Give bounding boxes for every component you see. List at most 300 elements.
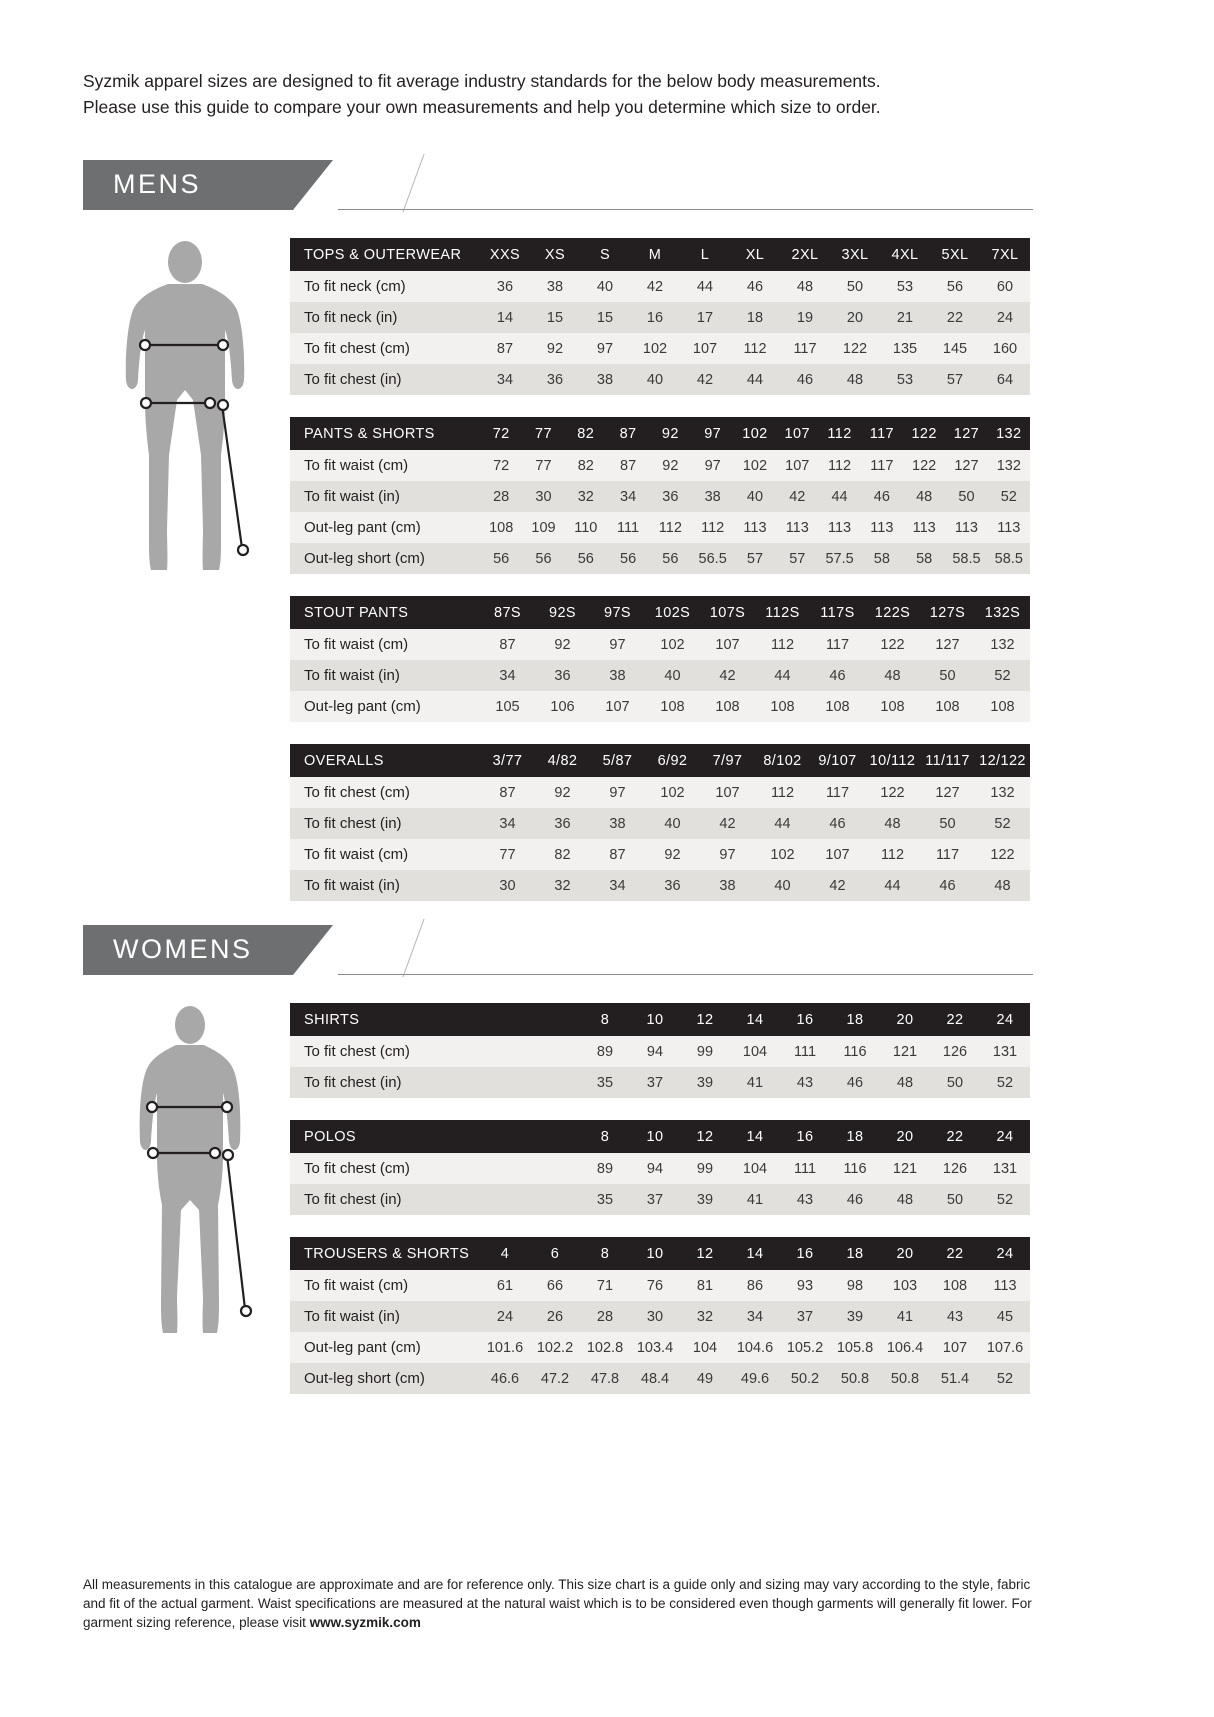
measurement-value: 97	[596, 340, 614, 357]
measurement-value: 53	[896, 371, 914, 388]
size-header: 127	[945, 417, 987, 450]
size-header: 107	[776, 417, 818, 450]
measurement-value: 112	[827, 457, 852, 474]
measurement-value: 50	[958, 488, 975, 505]
measurement-label: To fit neck (in)	[304, 309, 398, 326]
measurement-value: 110	[574, 519, 598, 536]
table-row	[290, 1270, 1030, 1301]
measurement-label: Out-leg short (cm)	[304, 550, 425, 567]
measurement-value: 87	[496, 340, 514, 357]
measurement-value: 57	[946, 371, 964, 388]
measurement-value	[480, 1184, 530, 1215]
measurement-value: 113	[785, 519, 809, 536]
measurement-value: 61	[496, 1277, 514, 1294]
measurement-value: 122	[880, 784, 905, 801]
measurement-value: 56	[662, 550, 679, 567]
size-table	[290, 1120, 1030, 1215]
measurement-value: 108	[880, 698, 905, 715]
measurement-value: 46	[746, 278, 764, 295]
measurement-value: 82	[577, 457, 594, 474]
measurement-value: 108	[935, 698, 960, 715]
measurement-value: 107	[825, 846, 850, 863]
measurement-value: 122	[880, 636, 905, 653]
measurement-value: 81	[696, 1277, 714, 1294]
size-header: 6/92	[645, 744, 700, 777]
banner-arrow	[293, 160, 333, 210]
table-row	[290, 660, 1030, 691]
table-row	[290, 839, 1030, 870]
measurement-value: 53	[896, 278, 914, 295]
measurement-value: 102	[660, 636, 685, 653]
footer-link[interactable]: www.syzmik.com	[309, 1615, 421, 1630]
measurement-value: 34	[746, 1308, 764, 1325]
table-row	[290, 271, 1030, 302]
measurement-value: 111	[617, 519, 640, 536]
measurement-value: 38	[704, 488, 721, 505]
section-banner-mens	[83, 160, 1033, 222]
measurement-value: 41	[896, 1308, 914, 1325]
size-header: 22	[930, 1003, 980, 1036]
measurement-value: 48	[796, 278, 814, 295]
measurement-value: 111	[793, 1160, 817, 1177]
measurement-value: 117	[935, 846, 960, 863]
measurement-value: 60	[996, 278, 1014, 295]
size-header: M	[630, 238, 680, 271]
measurement-value: 30	[499, 877, 516, 894]
measurement-value: 97	[719, 846, 736, 863]
measurement-value: 56	[535, 550, 552, 567]
size-header: 22	[930, 1237, 980, 1270]
measurement-value: 71	[596, 1277, 614, 1294]
banner-slash	[402, 154, 424, 213]
measurement-value: 102	[742, 457, 768, 474]
measurement-value: 56	[493, 550, 510, 567]
measurement-value: 56	[946, 278, 964, 295]
measurement-value: 117	[825, 636, 850, 653]
measurement-value: 26	[546, 1308, 564, 1325]
measurement-label: Out-leg pant (cm)	[304, 1339, 421, 1356]
measurement-value: 108	[825, 698, 850, 715]
measurement-value: 48.4	[640, 1370, 670, 1387]
size-header: 8	[580, 1003, 630, 1036]
table-row	[290, 1153, 1030, 1184]
measurement-value: 76	[646, 1277, 664, 1294]
measurement-value: 46	[939, 877, 956, 894]
size-header: 112S	[755, 596, 810, 629]
measurement-value: 57	[789, 550, 806, 567]
measurement-value: 101.6	[486, 1339, 524, 1356]
measurement-value: 113	[954, 519, 978, 536]
measurement-value: 132	[996, 457, 1021, 474]
table-row	[290, 364, 1030, 395]
size-header: 82	[565, 417, 607, 450]
measurement-value: 36	[496, 278, 514, 295]
measurement-value: 32	[696, 1308, 714, 1325]
size-header: 16	[780, 1237, 830, 1270]
measurement-value: 86	[746, 1277, 764, 1294]
size-header: 122S	[865, 596, 920, 629]
measurement-value: 107	[605, 698, 630, 715]
mens-figure	[105, 240, 265, 580]
measurement-value: 58	[916, 550, 933, 567]
size-header: 72	[480, 417, 522, 450]
measurement-value: 72	[493, 457, 510, 474]
measurement-value: 58.5	[952, 550, 981, 567]
size-header	[480, 1003, 530, 1036]
measurement-label: To fit chest (cm)	[304, 340, 410, 357]
size-header: XXS	[480, 238, 530, 271]
measurement-value: 43	[796, 1191, 814, 1208]
measurement-value: 42	[719, 667, 736, 684]
size-table	[290, 1003, 1030, 1098]
measurement-value: 87	[620, 457, 637, 474]
size-header: 3/77	[480, 744, 535, 777]
measurement-value: 51.4	[940, 1370, 970, 1387]
measurement-label: To fit chest (in)	[304, 1074, 402, 1091]
measurement-value: 99	[696, 1160, 714, 1177]
measurement-value: 103.4	[636, 1339, 674, 1356]
measurement-value: 104.6	[736, 1339, 774, 1356]
measurement-value: 38	[546, 278, 564, 295]
banner-title-mens: MENS	[113, 169, 202, 199]
measurement-value: 46	[829, 667, 846, 684]
measurement-value: 97	[704, 457, 721, 474]
measurement-value: 40	[664, 815, 681, 832]
measurement-value: 18	[746, 309, 764, 326]
measurement-value: 107	[715, 636, 740, 653]
measurement-value: 104	[742, 1160, 768, 1177]
measurement-value: 89	[596, 1043, 614, 1060]
measurement-value: 44	[774, 815, 791, 832]
measurement-value: 38	[609, 815, 626, 832]
measurement-value: 160	[992, 340, 1018, 357]
measurement-label: Out-leg pant (cm)	[304, 698, 421, 715]
size-header: S	[580, 238, 630, 271]
table-row	[290, 302, 1030, 333]
measurement-value: 40	[664, 667, 681, 684]
measurement-value: 108	[489, 519, 514, 536]
measurement-value: 49	[696, 1370, 714, 1387]
measurement-value: 77	[535, 457, 552, 474]
table-row	[290, 691, 1030, 722]
size-header: 14	[730, 1003, 780, 1036]
measurement-value: 42	[646, 278, 664, 295]
measurement-label: To fit chest (in)	[304, 371, 402, 388]
size-header: L	[680, 238, 730, 271]
measurement-value: 112	[743, 340, 767, 357]
measurement-label: To fit chest (in)	[304, 1191, 402, 1208]
measurement-value: 41	[746, 1191, 764, 1208]
measurement-label: To fit chest (cm)	[304, 1043, 410, 1060]
measurement-value: 43	[946, 1308, 964, 1325]
measurement-value: 105.8	[836, 1339, 874, 1356]
measurement-label: Out-leg pant (cm)	[304, 519, 421, 536]
measurement-value: 92	[546, 340, 564, 357]
measurement-value: 37	[646, 1074, 664, 1091]
measurement-label: To fit waist (cm)	[304, 636, 409, 653]
table-row	[290, 808, 1030, 839]
banner-rule	[338, 974, 1033, 975]
measurement-value: 42	[696, 371, 714, 388]
size-header: 20	[880, 1120, 930, 1153]
measurement-value: 103	[892, 1277, 918, 1294]
measurement-value: 104	[742, 1043, 768, 1060]
measurement-value: 127	[935, 636, 960, 653]
measurement-label: To fit waist (cm)	[304, 846, 409, 863]
measurement-value: 45	[996, 1308, 1014, 1325]
measurement-value: 50	[946, 1191, 964, 1208]
measurement-value: 108	[715, 698, 740, 715]
measurement-value: 52	[996, 1074, 1014, 1091]
size-header: 18	[830, 1120, 880, 1153]
measurement-value: 108	[990, 698, 1015, 715]
measurement-value: 122	[842, 340, 868, 357]
size-header: 8	[580, 1120, 630, 1153]
measurement-value: 44	[831, 488, 848, 505]
measurement-value: 48	[896, 1191, 914, 1208]
measurement-value: 112	[701, 519, 725, 536]
measurement-value: 98	[846, 1277, 864, 1294]
measurement-value: 35	[596, 1191, 614, 1208]
measurement-value: 30	[535, 488, 552, 505]
measurement-value: 36	[662, 488, 679, 505]
size-header: 87	[607, 417, 649, 450]
measurement-value: 107	[785, 457, 810, 474]
measurement-value: 48	[846, 371, 864, 388]
measurement-value: 127	[935, 784, 960, 801]
size-header: 87S	[480, 596, 535, 629]
size-header: 4	[480, 1237, 530, 1270]
size-header: 18	[830, 1237, 880, 1270]
measurement-label: To fit waist (in)	[304, 488, 400, 505]
measurement-label: To fit waist (cm)	[304, 457, 409, 474]
footer-text: All measurements in this catalogue are approximate and are for reference only. This size chart is a guide only and sizing may vary according to the style, fabric and fit of the actual garment. Waist specifications are measured at the natural waist which is to be considered even though garments will generally fit lower. For garment sizing reference, please visit	[83, 1577, 1032, 1630]
size-header: 16	[780, 1003, 830, 1036]
table-row	[290, 629, 1030, 660]
intro-line-2: Please use this guide to compare your own measurements and help you determine which size to order.	[83, 97, 881, 117]
measurement-value: 99	[696, 1043, 714, 1060]
mens-tables	[290, 238, 1030, 923]
size-header: 97S	[590, 596, 645, 629]
measurement-value: 39	[696, 1191, 714, 1208]
measurement-value: 92	[554, 784, 571, 801]
measurement-value: 92	[664, 846, 681, 863]
measurement-value: 48	[884, 815, 901, 832]
measurement-value: 36	[546, 371, 564, 388]
measurement-value: 113	[827, 519, 852, 536]
measurement-value: 87	[499, 636, 516, 653]
measurement-value	[530, 1184, 580, 1215]
measurement-value: 121	[892, 1160, 918, 1177]
size-header: 117	[861, 417, 903, 450]
measurement-value: 94	[646, 1043, 664, 1060]
banner-rule	[338, 209, 1033, 210]
table-row	[290, 1301, 1030, 1332]
measurement-value: 106	[550, 698, 575, 715]
measurement-value: 38	[719, 877, 736, 894]
size-header: 22	[930, 1120, 980, 1153]
measurement-value: 40	[646, 371, 664, 388]
table-title: TROUSERS & SHORTS	[290, 1237, 480, 1270]
measurement-value: 108	[660, 698, 685, 715]
measurement-value: 37	[796, 1308, 814, 1325]
table-row	[290, 512, 1030, 543]
measurement-value: 107	[942, 1339, 968, 1356]
size-header: 10	[630, 1003, 680, 1036]
measurement-value: 132	[990, 636, 1015, 653]
measurement-value: 56.5	[698, 550, 727, 567]
measurement-value: 16	[646, 309, 664, 326]
measurement-value: 24	[496, 1308, 514, 1325]
measurement-value: 48	[884, 667, 901, 684]
size-header: 5/87	[590, 744, 645, 777]
measurement-value: 102.2	[536, 1339, 574, 1356]
measurement-label: To fit waist (cm)	[304, 1277, 409, 1294]
measurement-value: 39	[846, 1308, 864, 1325]
measurement-value: 94	[646, 1160, 664, 1177]
size-header: 4XL	[880, 238, 930, 271]
measurement-value: 113	[912, 519, 936, 536]
size-header: 7/97	[700, 744, 755, 777]
table-row	[290, 1036, 1030, 1067]
banner-slash	[402, 919, 424, 978]
measurement-value: 58	[873, 550, 890, 567]
measurement-value: 104	[692, 1339, 718, 1356]
size-header: 4/82	[535, 744, 590, 777]
measurement-value: 48	[916, 488, 933, 505]
measurement-label: To fit chest (cm)	[304, 784, 410, 801]
measurement-value: 50.2	[790, 1370, 820, 1387]
measurement-value: 38	[609, 667, 626, 684]
measurement-value: 34	[620, 488, 637, 505]
size-header	[480, 1120, 530, 1153]
measurement-value: 77	[499, 846, 516, 863]
measurement-value: 106.4	[886, 1339, 924, 1356]
size-header: 8/102	[755, 744, 810, 777]
measurement-value: 30	[646, 1308, 664, 1325]
measurement-value: 57.5	[825, 550, 854, 567]
table-title: SHIRTS	[290, 1003, 480, 1036]
measurement-value: 46.6	[490, 1370, 520, 1387]
table-title: TOPS & OUTERWEAR	[290, 238, 480, 271]
measurement-value: 50	[939, 667, 956, 684]
measurement-value: 44	[774, 667, 791, 684]
measurement-value: 32	[577, 488, 594, 505]
measurement-value	[530, 1036, 580, 1067]
measurement-value	[480, 1067, 530, 1098]
size-header: 77	[522, 417, 564, 450]
size-header: 112	[818, 417, 860, 450]
measurement-value: 48	[994, 877, 1011, 894]
measurement-value: 44	[884, 877, 901, 894]
measurement-label: To fit neck (cm)	[304, 278, 406, 295]
size-header: 92S	[535, 596, 590, 629]
measurement-value: 105.2	[786, 1339, 824, 1356]
table-title: PANTS & SHORTS	[290, 417, 480, 450]
table-row	[290, 333, 1030, 364]
section-banner-womens	[83, 925, 1033, 987]
measurement-value: 122	[990, 846, 1015, 863]
measurement-value: 89	[596, 1160, 614, 1177]
measurement-value: 47.2	[540, 1370, 570, 1387]
measurement-value: 49.6	[740, 1370, 770, 1387]
measurement-value: 109	[531, 519, 556, 536]
womens-tables	[290, 1003, 1030, 1416]
size-header: 3XL	[830, 238, 880, 271]
size-header	[530, 1003, 580, 1036]
measurement-value: 15	[596, 309, 614, 326]
measurement-value: 50	[846, 278, 864, 295]
size-header: 132	[988, 417, 1030, 450]
table-row	[290, 1363, 1030, 1394]
measurement-value: 66	[546, 1277, 564, 1294]
measurement-value: 57	[746, 550, 764, 567]
measurement-value: 112	[770, 636, 795, 653]
measurement-value: 113	[993, 1277, 1017, 1294]
measurement-label: To fit chest (in)	[304, 815, 402, 832]
measurement-value: 43	[796, 1074, 814, 1091]
measurement-value: 52	[996, 1370, 1014, 1387]
measurement-value: 36	[554, 815, 571, 832]
table-title: OVERALLS	[290, 744, 480, 777]
table-row	[290, 870, 1030, 901]
size-header: 92	[649, 417, 691, 450]
measurement-value: 40	[774, 877, 791, 894]
size-header: 117S	[810, 596, 865, 629]
banner-title-womens: WOMENS	[113, 934, 253, 964]
measurement-value: 52	[994, 667, 1011, 684]
measurement-value: 82	[554, 846, 571, 863]
measurement-value: 50	[946, 1074, 964, 1091]
measurement-value: 113	[997, 519, 1021, 536]
table-row	[290, 1184, 1030, 1215]
table-row	[290, 1332, 1030, 1363]
table-row	[290, 1067, 1030, 1098]
measurement-value: 145	[942, 340, 968, 357]
measurement-value: 41	[746, 1074, 764, 1091]
measurement-value: 117	[825, 784, 850, 801]
measurement-value: 47.8	[590, 1370, 620, 1387]
size-header: 102S	[645, 596, 700, 629]
measurement-value: 97	[609, 784, 626, 801]
measurement-value: 107	[715, 784, 740, 801]
measurement-value: 113	[743, 519, 767, 536]
size-header: 102	[734, 417, 776, 450]
measurement-value: 34	[609, 877, 626, 894]
measurement-value: 102	[660, 784, 685, 801]
measurement-label: To fit waist (in)	[304, 667, 400, 684]
size-header: 6	[530, 1237, 580, 1270]
size-table	[290, 596, 1030, 722]
size-header: 122	[903, 417, 945, 450]
measurement-value: 108	[942, 1277, 968, 1294]
measurement-value: 102	[770, 846, 795, 863]
table-row	[290, 543, 1030, 574]
measurement-value: 87	[499, 784, 516, 801]
measurement-value: 105	[495, 698, 520, 715]
size-header: 12	[680, 1120, 730, 1153]
table-title: POLOS	[290, 1120, 480, 1153]
measurement-value: 52	[994, 815, 1011, 832]
size-header: 10	[630, 1120, 680, 1153]
measurement-value: 40	[596, 278, 614, 295]
measurement-value: 58.5	[994, 550, 1023, 567]
measurement-value: 56	[577, 550, 594, 567]
banner-arrow	[293, 925, 333, 975]
measurement-value: 108	[770, 698, 795, 715]
measurement-value: 44	[746, 371, 764, 388]
size-header: 10/112	[865, 744, 920, 777]
